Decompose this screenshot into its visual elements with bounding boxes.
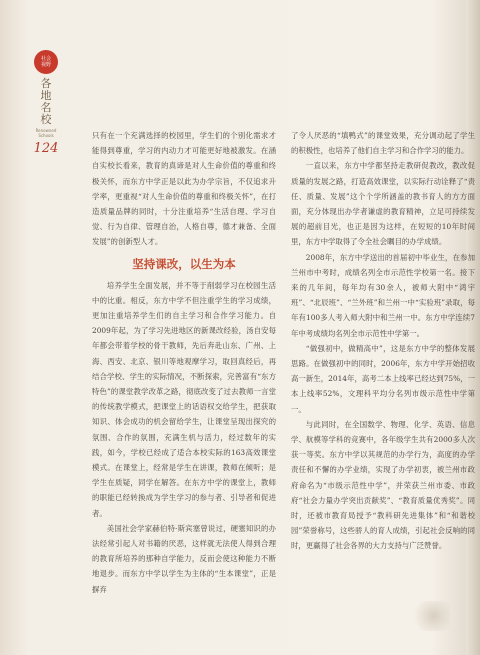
section-title	[39, 78, 53, 126]
body-paragraph: 2008年，东方中学送出的首届初中毕业生，在参加兰州市中考时，成绩名列全市示范性学校第一名。接下来的几年间，每年均有30余人，被师大附中“鸿宇班”、“北辰班”、“兰外班”和兰州一中“实验班”录取，每年有100多人考入师大附中和兰州一中。东方中学连续7年中考成绩均名列全市示范性中学第一。	[291, 252, 475, 338]
section-title-char: 地	[40, 89, 52, 102]
body-paragraph: 与此同时，在全国数学、物理、化学、英语、信息学、航模等学科的竞赛中，各年级学生共有2000多人次获一等奖。东方中学以其规范的办学行为，高度的办学责任和不懈的办学业绩，实现了办学初衷，被兰州市政府命名为“市级示范性中学”，并荣获兰州市委、市政府“社会力量办学突出贡献奖”、“教育质量优秀奖”。同时，还被市教育局授予“教科研先进集体”和“和谐校园”荣誉称号，这些骄人的育人成绩，引起社会反响的同时，更赢得了社会各界的大力支持与广泛赞誉。	[291, 419, 475, 551]
section-subtitle-line-1: Renowned	[35, 128, 57, 133]
body-paragraph: 一直以来，东方中学都坚持走教研促教改，教改促质量的发展之路，打造高效课堂，以实际行动诠释了“责任、质量、发展”这个个学所涵盖的教书育人的方方面面，充分体现出办学者谦虚的教育精神，立足可持续发展的超前目光，也正是因为这样，在短短的10年时间里，东方中学取得了令全社会瞩目的办学成绩。	[291, 161, 475, 247]
section-badge	[34, 50, 58, 74]
right-column	[291, 128, 475, 554]
badge-line-2: 视野	[40, 62, 51, 68]
paper-shadow	[410, 601, 450, 631]
left-column	[92, 128, 276, 597]
page-number: 124	[33, 141, 59, 156]
section-subtitle-line-2: Schools	[38, 133, 54, 138]
section-sidebar	[22, 50, 70, 156]
body-paragraph: 美国社会学家赫伯特·斯宾塞曾说过，硬塞知识的办法经常引起人对书籍的厌恶，这样就无法使人得到合理的教育所培养的那种自学能力，反而会使这种能力不断地退步。而东方中学以学生为主体的“生本课堂”，正是摒弃	[92, 523, 276, 594]
section-title-char: 校	[40, 113, 52, 126]
body-paragraph: 培养学生全面发展，并不等于削弱学习在校园生活中的比重。相反，东方中学不但注重学生的学习成绩，更加注重培养学生们的自主学习和合作学习能力。自2009年起，为了学习先进地区的新课改经验，汤自安每年都会带着学校的骨干教师，先后奔赴山东、广州、上海、西安、北京、银川等地观摩学习，取回真经后，再结合学校、学生的实际情况，不断探索，完善富有“东方特色”的课堂教学改革之路，彻底改变了过去教师一言堂的传统教学模式，把课堂上的话语权交给学生，把获取知识、体会成功的机会留给学生，让课堂呈现出探究的氛围、合作的氛围，充满生机与活力，经过数年的实践，如今，学校已经成了适合本校实际的163高效课堂模式。在课堂上，经常是学生在讲课，教师在倾听；是学生在质疑，同学在解答。在东方中学的课堂上，教师的职能已经转换成为学生学习的参与者、引导者和促进者。	[92, 280, 276, 518]
badge-line-1: 社会	[40, 56, 51, 62]
body-paragraph: 只有在一个充满选择的校园里，学生们的个别化需求才能得到尊重，学习的内动力才可能更好地被激发。在涵自实校长看来，教育的真谛是对人生命价值的尊重和终极关怀，而东方中学正是以此为办学宗旨，不仅追求升学率，更重视“对人生命价值的尊重和终极关怀”，在打造质量品牌的同时，十分注重培养“生活自理、学习自觉、行为自律、管理自治，人格自尊，德才兼备、全面发展”的创新型人才。	[92, 131, 276, 247]
body-paragraph: “做强初中，做精高中”，这是东方中学的整体发展思路。在做强初中的同时，2006年，东方中学开始招收高一新生，2014年，高考二本上线率已经达到75%，一本上线率52%，文理科平均分名列市级示范性中学第一。	[291, 343, 475, 414]
section-heading: 坚持课改，以生为本	[132, 256, 236, 271]
section-title-char: 名	[40, 101, 52, 114]
body-paragraph: 了令人厌恶的“填鸭式”的课堂效果，充分调动起了学生的积极性，也培养了他们自主学习和合作学习的能力。	[291, 131, 475, 156]
section-subtitle	[22, 128, 70, 138]
section-title-char: 各	[40, 77, 52, 90]
